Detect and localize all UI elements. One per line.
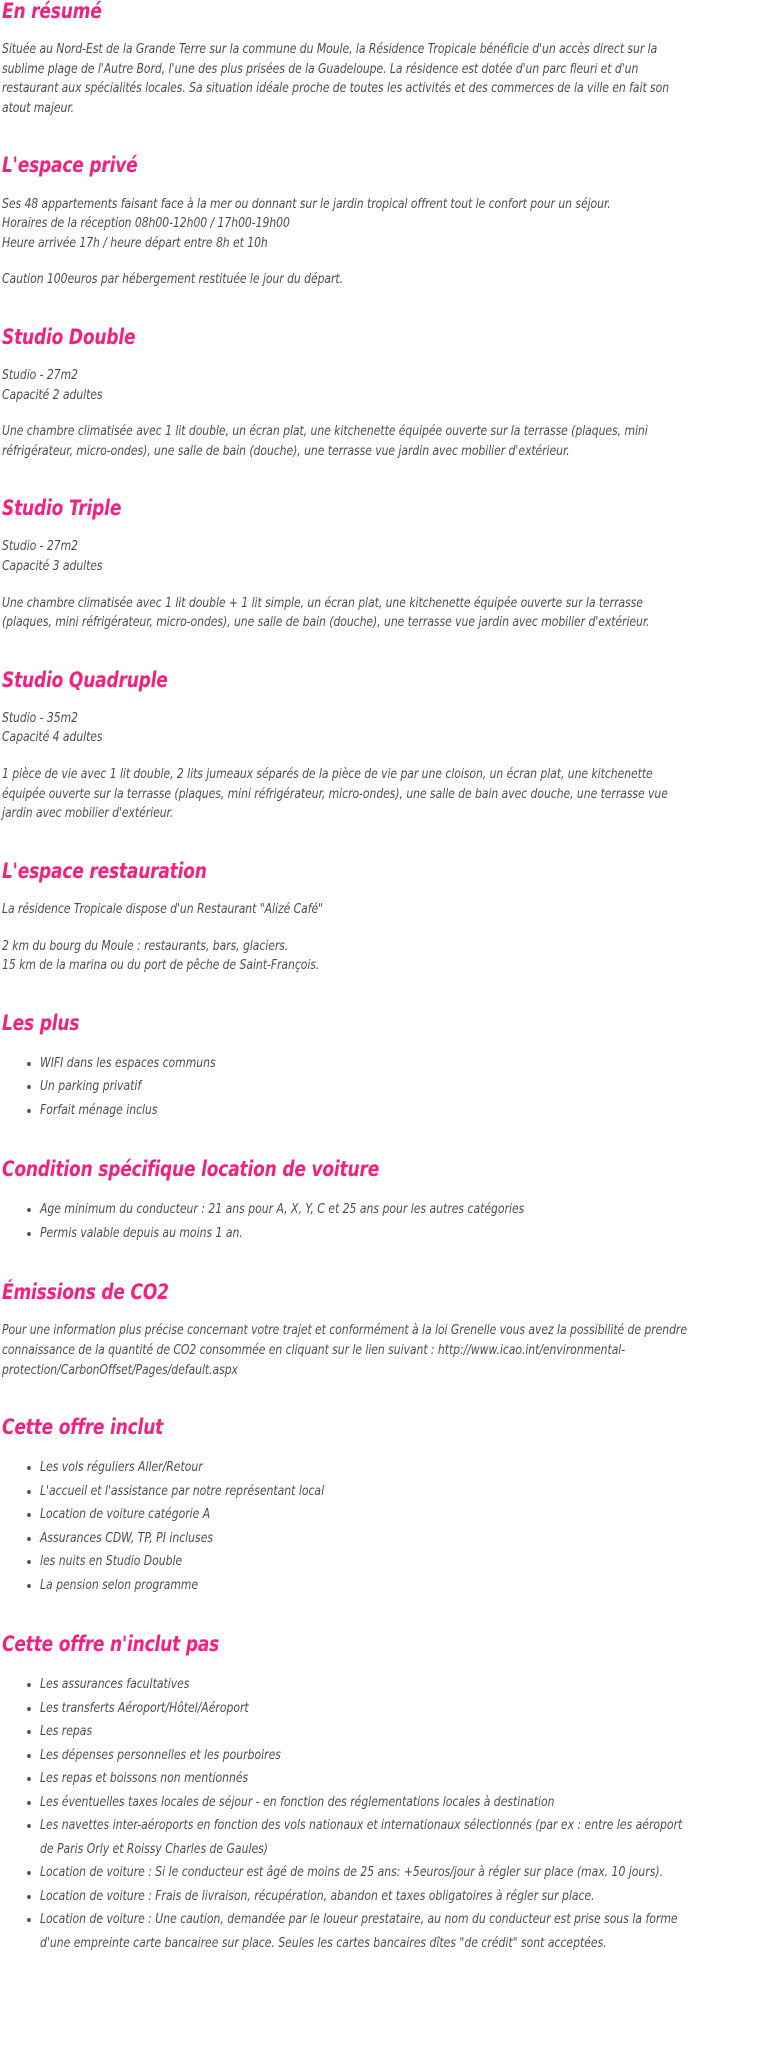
list-item: WIFI dans les espaces communs <box>40 1052 699 1076</box>
list-cette-offre-ninclut-pas <box>2 1673 756 1955</box>
spacer <box>2 118 756 154</box>
spacer <box>2 633 756 669</box>
list-item: Les navettes inter-aéroports en fonction des vols nationaux et internationaux sélectionnés (par ex : entre les aéroport de Paris Orly et Roissy Charles de Gaules) <box>40 1814 699 1861</box>
section-lespace-prive <box>2 154 756 289</box>
section-title-emissions-co2: Émissions de CO2 <box>2 1280 169 1306</box>
list-item: Forfait ménage inclus <box>40 1099 699 1123</box>
text-line: 15 km de la marina ou du port de pêche de Saint-François. <box>2 958 320 974</box>
paragraph-restaurant: La résidence Tropicale dispose d'un Restaurant "Alizé Café" <box>2 901 324 917</box>
paragraph-studio-quadruple: 1 pièce de vie avec 1 lit double, 2 lits jumeaux séparés de la pièce de vie par une cloison, un écran plat, une kitchenette équipée ouverte sur la terrasse (plaques, mini réfrigérateur, micro-ondes), une salle de bain avec douche, une terrasse vue jardin avec mobilier d'extérieur. <box>2 767 668 822</box>
section-title-condition-location-voiture: Condition spécifique location de voiture <box>2 1157 380 1183</box>
list-cette-offre-inclut <box>2 1456 756 1597</box>
paragraph-emissions-co2: Pour une information plus précise concernant votre trajet et conformément à la loi Grenelle vous avez la possibilité de prendre connaissance de la quantité de CO2 consommée en cliquant sur le lien suivant : http://www.icao.int/environmental-protection/CarbonOffset/Pages/default.aspx <box>2 1323 687 1378</box>
text-line: Studio - 27m2 <box>2 367 78 383</box>
text-line: Heure arrivée 17h / heure départ entre 8h et 10h <box>2 235 268 251</box>
section-en-resume <box>2 0 756 118</box>
section-les-plus <box>2 1012 756 1123</box>
spacer <box>2 461 756 497</box>
list-item: Location de voiture : Si le conducteur est âgé de moins de 25 ans: +5euros/jour à régler sur place (max. 10 jours). <box>40 1861 699 1885</box>
spacer <box>2 824 756 860</box>
list-item: Permis valable depuis au moins 1 an. <box>40 1222 699 1246</box>
spacer <box>2 1380 756 1416</box>
section-studio-quadruple <box>2 669 756 824</box>
section-condition-location-voiture <box>2 1158 756 1245</box>
paragraph-en-resume: Située au Nord-Est de la Grande Terre sur la commune du Moule, la Résidence Tropicale bénéficie d'un accès direct sur la sublime plage de l'Autre Bord, l'une des plus prisées de la Guadeloupe. La résidence est dotée d'un parc fleuri et d'un restaurant aux spécialités locales. Sa situation idéale proche de toutes les activités et des commerces de la ville en fait son atout majeur. <box>2 42 670 116</box>
paragraph-studio-double: Une chambre climatisée avec 1 lit double, un écran plat, une kitchenette équipée ouverte sur la terrasse (plaques, mini réfrigérateur, micro-ondes), une salle de bain (douche), une terrasse vue jardin avec mobilier d'extérieur. <box>2 424 648 459</box>
section-title-les-plus: Les plus <box>2 1010 80 1036</box>
section-title-studio-triple: Studio Triple <box>2 496 122 522</box>
list-item: Location de voiture catégorie A <box>40 1503 699 1527</box>
spacer <box>2 976 756 1012</box>
list-item: Les assurances facultatives <box>40 1673 699 1697</box>
paragraph-caution: Caution 100euros par hébergement restituée le jour du départ. <box>2 272 344 288</box>
text-line: Capacité 4 adultes <box>2 730 103 746</box>
list-item: Location de voiture : Frais de livraison, récupération, abandon et taxes obligatoires à régler sur place. <box>40 1885 699 1909</box>
text-line: Horaires de la réception 08h00-12h00 / 17h00-19h00 <box>2 216 290 232</box>
text-line: Capacité 3 adultes <box>2 559 103 575</box>
section-lespace-restauration <box>2 860 756 976</box>
section-studio-triple <box>2 497 756 632</box>
list-item: Les vols réguliers Aller/Retour <box>40 1456 699 1480</box>
list-item: Les repas et boissons non mentionnés <box>40 1767 699 1791</box>
text-line: Studio - 35m2 <box>2 710 78 726</box>
list-item: Les dépenses personnelles et les pourboires <box>40 1744 699 1768</box>
section-cette-offre-ninclut-pas <box>2 1633 756 1955</box>
section-emissions-co2 <box>2 1281 756 1380</box>
text-line: Capacité 2 adultes <box>2 387 103 403</box>
list-item: Les éventuelles taxes locales de séjour - en fonction des réglementations locales à destination <box>40 1791 699 1815</box>
list-item: les nuits en Studio Double <box>40 1550 699 1574</box>
section-title-studio-quadruple: Studio Quadruple <box>2 667 168 693</box>
spacer <box>2 1122 756 1158</box>
section-title-lespace-restauration: L'espace restauration <box>2 858 207 884</box>
list-item: Location de voiture : Une caution, demandée par le loueur prestataire, au nom du conducteur est prise sous la forme d'une empreinte carte bancairee sur place. Seules les cartes bancaires dîtes "de crédit" sont acceptées. <box>40 1908 699 1955</box>
list-item: Les transferts Aéroport/Hôtel/Aéroport <box>40 1697 699 1721</box>
list-item: Assurances CDW, TP, PI incluses <box>40 1527 699 1551</box>
spacer <box>2 1245 756 1281</box>
list-condition-location-voiture <box>2 1198 756 1245</box>
list-item: Un parking privatif <box>40 1075 699 1099</box>
list-item: Age minimum du conducteur : 21 ans pour A, X, Y, C et 25 ans pour les autres catégories <box>40 1198 699 1222</box>
text-line: Ses 48 appartements faisant face à la mer ou donnant sur le jardin tropical offrent tout le confort pour un séjour. <box>2 196 611 212</box>
section-title-studio-double: Studio Double <box>2 324 136 350</box>
text-line: Studio - 27m2 <box>2 539 78 555</box>
section-title-cette-offre-ninclut-pas: Cette offre n'inclut pas <box>2 1632 220 1658</box>
section-title-lespace-prive: L'espace privé <box>2 153 138 179</box>
paragraph-studio-triple: Une chambre climatisée avec 1 lit double + 1 lit simple, un écran plat, une kitchenette équipée ouverte sur la terrasse (plaques, mini réfrigérateur, micro-ondes), une salle de bain (douche), une terrasse vue jardin avec mobilier d'extérieur. <box>2 595 650 631</box>
text-line: 2 km du bourg du Moule : restaurants, bars, glaciers. <box>2 938 289 954</box>
section-cette-offre-inclut <box>2 1416 756 1597</box>
list-item: L'accueil et l'assistance par notre représentant local <box>40 1480 699 1504</box>
section-studio-double <box>2 326 756 461</box>
section-title-en-resume: En résumé <box>2 0 102 24</box>
section-title-cette-offre-inclut: Cette offre inclut <box>2 1415 164 1441</box>
list-item: La pension selon programme <box>40 1574 699 1598</box>
spacer <box>2 290 756 326</box>
spacer <box>2 1597 756 1633</box>
list-les-plus <box>2 1052 756 1123</box>
list-item: Les repas <box>40 1720 699 1744</box>
